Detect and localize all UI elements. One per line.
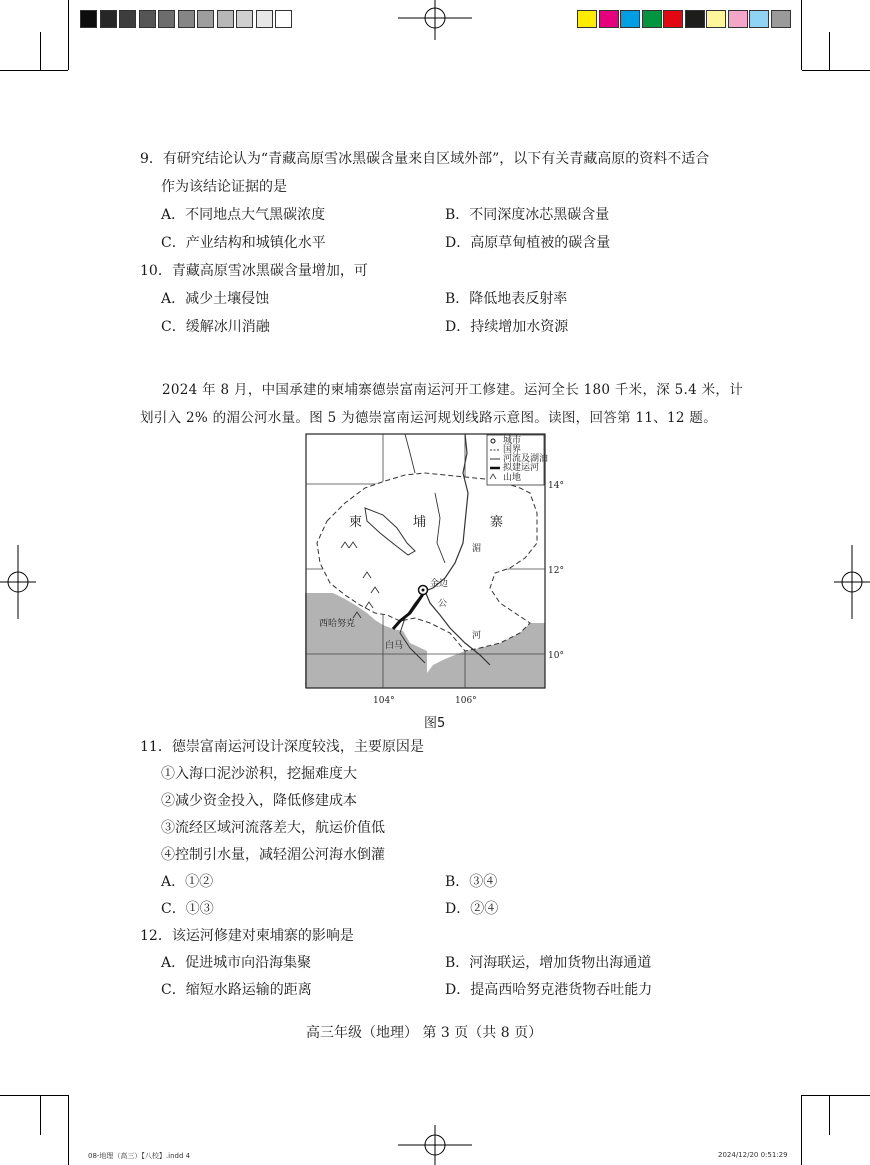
- question-10-option-a: A．减少土壤侵蚀: [161, 291, 270, 307]
- question-9-line1: 9．有研究结论认为“青藏高原雪冰黑碳含量来自区域外部”，以下有关青藏高原的资料不适合: [140, 151, 710, 167]
- color-swatch: [577, 10, 597, 28]
- question-12-stem: 12．该运河修建对柬埔寨的影响是: [140, 928, 354, 944]
- color-swatch: [749, 10, 769, 28]
- gray-swatch: [256, 10, 273, 28]
- gray-swatch: [139, 10, 156, 28]
- page-footer: 高三年级（地理） 第 3 页（共 8 页）: [306, 1025, 543, 1041]
- river-char-3: 河: [472, 631, 482, 641]
- country-char-1: 柬: [349, 515, 363, 530]
- river-char-1: 湄: [472, 544, 482, 554]
- crop-mark: [829, 32, 830, 70]
- file-name-slug: 08-地理（高三）【八校】.indd 4: [88, 1152, 191, 1160]
- lat-12-label: 12°: [548, 566, 564, 576]
- question-12-option-d: D．提高西哈努克港货物吞吐能力: [445, 982, 653, 998]
- figure-caption: 图5: [424, 716, 446, 731]
- color-swatch: [685, 10, 705, 28]
- crop-mark: [68, 0, 69, 70]
- material-line2: 划引入 2% 的湄公河水量。图 5 为德崇富南运河规划线路示意图。读图，回答第 11、12 题。: [140, 410, 718, 426]
- gray-swatch: [158, 10, 175, 28]
- question-11-option-c: C．①③: [161, 901, 214, 917]
- question-11-statement-2: ②减少资金投入，降低修建成本: [161, 793, 357, 809]
- canal-route-map: [305, 433, 570, 708]
- gray-swatch: [178, 10, 195, 28]
- gray-swatch: [100, 10, 117, 28]
- crop-mark: [829, 1095, 830, 1135]
- crop-mark: [40, 32, 41, 70]
- crop-mark: [802, 70, 870, 71]
- question-11-stem: 11．德崇富南运河设计深度较浅，主要原因是: [140, 739, 424, 755]
- lon-106-label: 106°: [455, 696, 477, 706]
- legend-city: 城市: [503, 436, 522, 446]
- city-kep-label: 白马: [385, 641, 404, 651]
- question-11-option-a: A．①②: [161, 874, 214, 890]
- legend-mountain: 山地: [503, 473, 522, 483]
- lat-10-label: 10°: [548, 651, 564, 661]
- registration-target-bottom: [398, 1125, 472, 1165]
- river-char-2: 公: [438, 599, 448, 609]
- question-9-option-b: B．不同深度冰芯黑碳含量: [445, 207, 610, 223]
- question-11-option-b: B．③④: [445, 874, 498, 890]
- question-10-stem: 10．青藏高原雪冰黑碳含量增加，可: [140, 263, 368, 279]
- color-swatch: [663, 10, 683, 28]
- crop-mark: [802, 1095, 870, 1096]
- question-12-option-a: A．促进城市向沿海集聚: [161, 955, 312, 971]
- crop-mark: [0, 70, 68, 71]
- gray-swatch: [217, 10, 234, 28]
- legend-canal: 拟建运河: [503, 463, 540, 473]
- color-swatch: [620, 10, 640, 28]
- crop-mark: [801, 1095, 802, 1165]
- registration-target-top: [398, 0, 472, 40]
- city-jinbian-label: 金边: [430, 579, 449, 589]
- question-9-option-d: D．高原草甸植被的碳含量: [445, 235, 611, 251]
- country-char-3: 寨: [490, 515, 504, 530]
- question-10-option-d: D．持续增加水资源: [445, 319, 569, 335]
- legend-river: 河流及湖泊: [503, 454, 549, 464]
- crop-mark: [0, 1095, 68, 1096]
- registration-target-right: [834, 545, 870, 619]
- question-11-option-d: D．②④: [445, 901, 499, 917]
- question-11-statement-4: ④控制引水量，减轻湄公河海水倒灌: [161, 847, 385, 863]
- color-swatch: [642, 10, 662, 28]
- print-timestamp: 2024/12/20 0:51:29: [718, 1151, 788, 1159]
- question-10-option-c: C．缓解冰川消融: [161, 319, 270, 335]
- gray-swatch: [197, 10, 214, 28]
- color-swatch: [706, 10, 726, 28]
- question-12-option-c: C．缩短水路运输的距离: [161, 982, 312, 998]
- question-9-line2: 作为该结论证据的是: [161, 179, 287, 195]
- question-10-option-b: B．降低地表反射率: [445, 291, 568, 307]
- lat-14-label: 14°: [548, 481, 564, 491]
- city-sihanoukville-label: 西哈努克: [319, 619, 356, 629]
- material-line1: 2024 年 8 月，中国承建的柬埔寨德崇富南运河开工修建。运河全长 180 千米，深 5.4 米，计: [162, 382, 744, 398]
- question-9-option-c: C．产业结构和城镇化水平: [161, 235, 326, 251]
- question-11-statement-1: ①入海口泥沙淤积，挖掘难度大: [161, 766, 357, 782]
- gray-swatch: [275, 10, 292, 28]
- gray-swatch: [119, 10, 136, 28]
- crop-mark: [40, 1095, 41, 1135]
- color-swatch: [599, 10, 619, 28]
- question-9-option-a: A．不同地点大气黑碳浓度: [161, 207, 326, 223]
- question-11-statement-3: ③流经区域河流落差大，航运价值低: [161, 820, 385, 836]
- color-swatch: [771, 10, 791, 28]
- registration-target-left: [0, 545, 36, 619]
- crop-mark: [68, 1095, 69, 1165]
- country-char-2: 埔: [413, 515, 427, 530]
- color-swatch: [728, 10, 748, 28]
- crop-mark: [801, 0, 802, 70]
- legend-border: 国界: [503, 445, 522, 455]
- gray-swatch: [80, 10, 97, 28]
- gray-swatch: [236, 10, 253, 28]
- question-12-option-b: B．河海联运，增加货物出海通道: [445, 955, 652, 971]
- lon-104-label: 104°: [373, 696, 395, 706]
